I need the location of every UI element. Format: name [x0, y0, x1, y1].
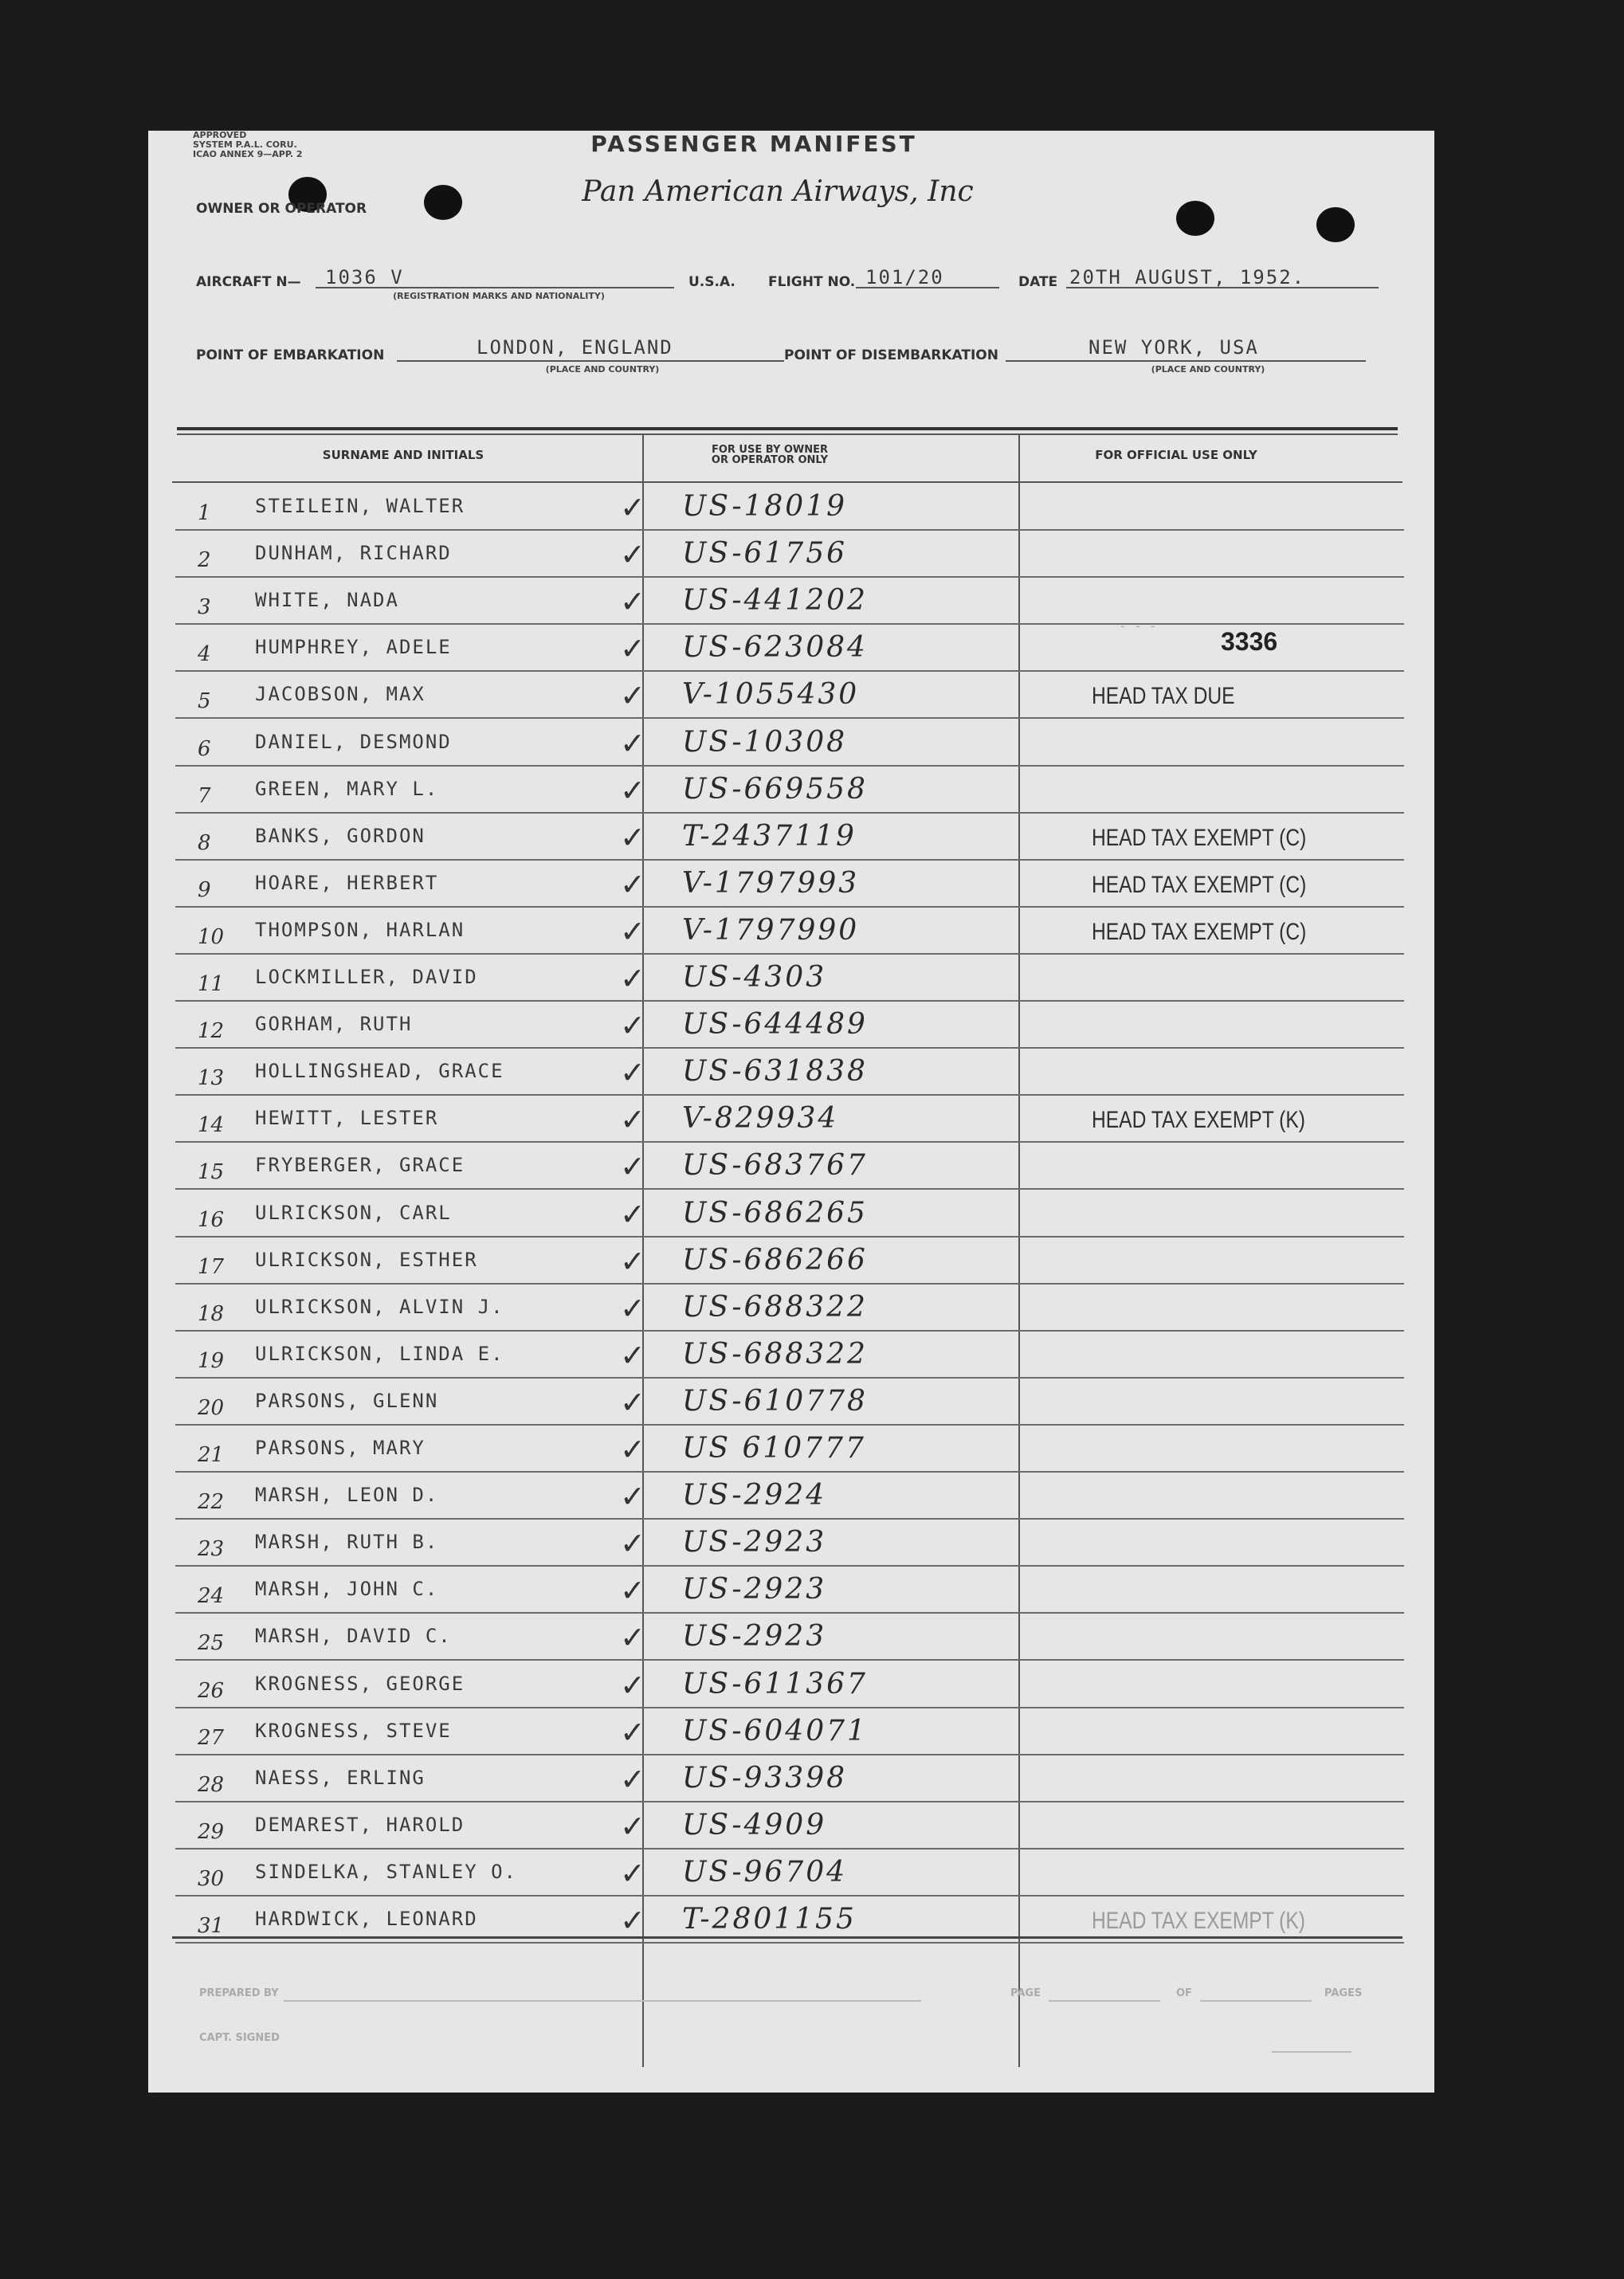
embark-value: LONDON, ENGLAND — [477, 336, 673, 359]
passenger-name: KROGNESS, GEORGE — [255, 1672, 465, 1695]
passport-number: US-61756 — [682, 537, 848, 571]
row-number: 2 — [198, 548, 211, 573]
table-row — [175, 1190, 1404, 1238]
official-note: HEAD TAX EXEMPT (C) — [1092, 824, 1307, 851]
passport-number: US-18019 — [682, 490, 848, 523]
passport-number: T-2801155 — [682, 1903, 857, 1936]
column-header-surname: SURNAME AND INITIALS — [322, 448, 484, 462]
passenger-name: MARSH, DAVID C. — [255, 1625, 452, 1648]
table-row — [175, 625, 1404, 672]
passenger-name: HEWITT, LESTER — [255, 1107, 439, 1130]
punch-hole — [1176, 201, 1214, 236]
passport-number: US-623084 — [682, 631, 868, 665]
passport-number: US-10308 — [682, 725, 848, 759]
passenger-name: WHITE, NADA — [255, 589, 399, 612]
row-number: 31 — [198, 1914, 225, 1938]
check-mark: ✓ — [620, 1196, 645, 1232]
row-number: 26 — [198, 1678, 225, 1703]
row-number: 4 — [198, 642, 211, 667]
punch-hole — [424, 185, 462, 220]
passport-number: V-1797990 — [682, 913, 860, 947]
pages-label: PAGES — [1324, 1987, 1363, 1999]
aircraft-label: AIRCRAFT N— — [196, 274, 301, 290]
check-mark: ✓ — [620, 1337, 645, 1373]
column-header-official: FOR OFFICIAL USE ONLY — [1095, 448, 1257, 462]
passport-number: V-829934 — [682, 1102, 839, 1136]
passenger-name: NAESS, ERLING — [255, 1766, 426, 1789]
table-row — [175, 1332, 1404, 1379]
row-number: 24 — [198, 1584, 225, 1609]
table-row — [175, 908, 1404, 955]
row-number: 14 — [198, 1113, 225, 1138]
check-mark: ✓ — [620, 1055, 645, 1091]
check-mark: ✓ — [620, 1149, 645, 1185]
disembark-note: (PLACE AND COUNTRY) — [1151, 364, 1265, 375]
check-mark: ✓ — [620, 1290, 645, 1326]
check-mark: ✓ — [620, 1243, 645, 1279]
check-mark: ✓ — [620, 725, 645, 761]
page-label: PAGE — [1010, 1987, 1041, 1999]
row-number: 11 — [198, 972, 225, 996]
passenger-name: ULRICKSON, ESTHER — [255, 1248, 478, 1271]
passport-number: US-611367 — [682, 1667, 868, 1700]
caption-label: CAPT. SIGNED — [199, 2032, 280, 2044]
table-row — [175, 484, 1404, 531]
punch-hole — [1316, 207, 1355, 242]
table-row — [175, 1049, 1404, 1096]
stamp-faint-mark: - - - — [1120, 618, 1159, 633]
row-number: 28 — [198, 1772, 225, 1797]
passport-number: US-93398 — [682, 1761, 848, 1795]
check-mark: ✓ — [620, 1573, 645, 1609]
passport-number: US-688322 — [682, 1290, 868, 1324]
owner-label: OWNER OR OPERATOR — [196, 201, 367, 217]
check-mark: ✓ — [620, 772, 645, 808]
flight-label: FLIGHT NO. — [768, 274, 856, 290]
passenger-name: HOLLINGSHEAD, GRACE — [255, 1060, 504, 1083]
passport-number: US-2923 — [682, 1620, 827, 1653]
prepared-line — [284, 2000, 921, 2002]
date-label: DATE — [1018, 274, 1058, 290]
passport-number: US-96704 — [682, 1855, 848, 1889]
row-number: 18 — [198, 1301, 225, 1326]
row-number: 23 — [198, 1537, 225, 1562]
passenger-name: LOCKMILLER, DAVID — [255, 966, 478, 988]
passport-number: US 610777 — [682, 1432, 866, 1465]
flight-value: 101/20 — [865, 266, 944, 288]
header-bottom-rule — [172, 481, 1402, 483]
table-row — [175, 814, 1404, 861]
manifest-page — [148, 131, 1434, 2093]
passenger-name: HOARE, HERBERT — [255, 871, 439, 894]
passenger-name: FRYBERGER, GRACE — [255, 1154, 465, 1177]
passport-number: US-669558 — [682, 772, 868, 806]
passenger-name: DANIEL, DESMOND — [255, 730, 452, 753]
official-note: HEAD TAX DUE — [1092, 683, 1235, 710]
row-number: 16 — [198, 1207, 225, 1232]
row-number: 1 — [198, 501, 211, 525]
passenger-name: PARSONS, GLENN — [255, 1389, 439, 1412]
signature-line — [1272, 2051, 1351, 2053]
table-row — [175, 1520, 1404, 1567]
usa-label: U.S.A. — [688, 274, 736, 290]
table-row — [175, 1614, 1404, 1661]
check-mark: ✓ — [620, 1714, 645, 1750]
embark-label: POINT OF EMBARKATION — [196, 347, 385, 363]
passport-number: US-683767 — [682, 1149, 868, 1183]
page-line — [1049, 2000, 1160, 2002]
table-row — [175, 1661, 1404, 1708]
aircraft-note: (REGISTRATION MARKS AND NATIONALITY) — [393, 291, 605, 301]
official-note: HEAD TAX EXEMPT (C) — [1092, 918, 1307, 945]
passenger-name: KROGNESS, STEVE — [255, 1719, 452, 1742]
passenger-name: HUMPHREY, ADELE — [255, 636, 452, 659]
official-note: HEAD TAX EXEMPT (C) — [1092, 871, 1307, 898]
manifest-title: PASSENGER MANIFEST — [590, 131, 917, 157]
row-number: 8 — [198, 830, 211, 855]
check-mark: ✓ — [620, 1620, 645, 1656]
passport-number: US-686266 — [682, 1243, 868, 1277]
row-number: 6 — [198, 736, 211, 761]
passenger-name: STEILEIN, WALTER — [255, 495, 465, 517]
table-row — [175, 720, 1404, 767]
check-mark: ✓ — [620, 1855, 645, 1891]
row-number: 10 — [198, 924, 225, 949]
row-number: 3 — [198, 595, 211, 620]
check-mark: ✓ — [620, 1808, 645, 1844]
disembark-value: NEW YORK, USA — [1089, 336, 1259, 359]
table-top-rule — [177, 427, 1398, 430]
table-row — [175, 1143, 1404, 1190]
passenger-name: ULRICKSON, LINDA E. — [255, 1342, 504, 1365]
table-row — [175, 1002, 1404, 1049]
official-note: HEAD TAX EXEMPT (K) — [1092, 1107, 1305, 1134]
passenger-name: SINDELKA, STANLEY O. — [255, 1860, 517, 1883]
column-header-owner-use — [642, 445, 897, 465]
row-number: 21 — [198, 1443, 225, 1467]
check-mark: ✓ — [620, 631, 645, 667]
passenger-name: DUNHAM, RICHARD — [255, 542, 452, 565]
table-top-rule-thin — [177, 433, 1398, 435]
approval-line: APPROVED — [193, 130, 247, 140]
passenger-name: DEMAREST, HAROLD — [255, 1813, 465, 1836]
passenger-name: BANKS, GORDON — [255, 824, 426, 847]
table-bottom-rule — [172, 1936, 1402, 1939]
passport-number: US-686265 — [682, 1196, 868, 1230]
embark-line — [397, 360, 784, 362]
approval-line: SYSTEM P.A.L. CORU. — [193, 139, 297, 150]
passenger-name: JACOBSON, MAX — [255, 683, 426, 706]
passport-number: US-2923 — [682, 1526, 827, 1559]
disembark-label: POINT OF DISEMBARKATION — [784, 347, 998, 363]
passenger-name: GORHAM, RUTH — [255, 1013, 413, 1036]
table-row — [175, 1849, 1404, 1897]
of-label: OF — [1176, 1987, 1192, 1999]
passport-number: US-631838 — [682, 1055, 868, 1089]
check-mark: ✓ — [620, 819, 645, 855]
passenger-name: MARSH, LEON D. — [255, 1484, 439, 1507]
passport-number: US-610778 — [682, 1384, 868, 1418]
stamp-number: 3336 — [1221, 627, 1278, 656]
table-row — [175, 1567, 1404, 1614]
row-rule — [175, 1942, 1404, 1944]
approval-line: ICAO ANNEX 9—APP. 2 — [193, 149, 303, 159]
check-mark: ✓ — [620, 913, 645, 949]
table-row — [175, 1802, 1404, 1849]
column-header-owner-use-line2: OR OPERATOR ONLY — [711, 454, 829, 466]
check-mark: ✓ — [620, 1761, 645, 1797]
check-mark: ✓ — [620, 537, 645, 573]
check-mark: ✓ — [620, 1903, 645, 1938]
check-mark: ✓ — [620, 1432, 645, 1467]
table-row — [175, 1473, 1404, 1520]
disembark-line — [1006, 360, 1366, 362]
table-row — [175, 1708, 1404, 1755]
passenger-name: HARDWICK, LEONARD — [255, 1908, 478, 1930]
check-mark: ✓ — [620, 1384, 645, 1420]
check-mark: ✓ — [620, 678, 645, 714]
check-mark: ✓ — [620, 1102, 645, 1138]
row-number: 12 — [198, 1019, 225, 1044]
passport-number: US-2923 — [682, 1573, 827, 1606]
check-mark: ✓ — [620, 1526, 645, 1562]
passport-number: US-604071 — [682, 1714, 868, 1747]
table-row — [175, 1285, 1404, 1332]
row-number: 19 — [198, 1348, 225, 1373]
row-number: 17 — [198, 1254, 225, 1279]
row-number: 22 — [198, 1490, 225, 1515]
passenger-name: GREEN, MARY L. — [255, 777, 439, 800]
table-row — [175, 767, 1404, 814]
passport-number: V-1055430 — [682, 678, 860, 712]
table-row — [175, 955, 1404, 1002]
date-value: 20TH AUGUST, 1952. — [1069, 266, 1306, 288]
row-number: 5 — [198, 689, 211, 714]
passenger-name: ULRICKSON, ALVIN J. — [255, 1295, 504, 1318]
check-mark: ✓ — [620, 961, 645, 996]
check-mark: ✓ — [620, 490, 645, 525]
passenger-name: ULRICKSON, CARL — [255, 1201, 452, 1224]
check-mark: ✓ — [620, 1008, 645, 1044]
passport-number: V-1797993 — [682, 866, 860, 900]
column-header-owner-use-line1: FOR USE BY OWNER — [711, 444, 829, 456]
row-number: 9 — [198, 877, 211, 902]
check-mark: ✓ — [620, 866, 645, 902]
aircraft-value: 1036 V — [325, 266, 404, 288]
table-row — [175, 672, 1404, 719]
of-line — [1200, 2000, 1312, 2002]
row-number: 7 — [198, 783, 211, 808]
table-row — [175, 1755, 1404, 1802]
table-row — [175, 1379, 1404, 1426]
passport-number: US-4909 — [682, 1808, 827, 1842]
passport-number: US-644489 — [682, 1008, 868, 1041]
check-mark: ✓ — [620, 1479, 645, 1515]
row-number: 30 — [198, 1866, 225, 1891]
table-row — [175, 1096, 1404, 1143]
row-number: 25 — [198, 1631, 225, 1656]
passport-number: US-688322 — [682, 1337, 868, 1371]
table-row — [175, 578, 1404, 625]
table-row — [175, 1238, 1404, 1285]
check-mark: ✓ — [620, 1667, 645, 1703]
table-row — [175, 531, 1404, 578]
passenger-name: PARSONS, MARY — [255, 1437, 426, 1459]
passenger-name: MARSH, RUTH B. — [255, 1531, 439, 1554]
row-number: 13 — [198, 1066, 225, 1091]
row-number: 20 — [198, 1395, 225, 1420]
approval-block — [193, 131, 376, 159]
passport-number: US-441202 — [682, 584, 868, 618]
passport-number: US-4303 — [682, 961, 827, 994]
passenger-name: MARSH, JOHN C. — [255, 1578, 439, 1601]
check-mark: ✓ — [620, 584, 645, 620]
passport-number: US-2924 — [682, 1479, 827, 1512]
table-row — [175, 1426, 1404, 1473]
table-row — [175, 861, 1404, 908]
prepared-label: PREPARED BY — [199, 1987, 279, 1999]
row-number: 15 — [198, 1160, 225, 1185]
embark-note: (PLACE AND COUNTRY) — [545, 364, 660, 375]
row-number: 29 — [198, 1819, 225, 1844]
passport-number: T-2437119 — [682, 819, 857, 853]
row-number: 27 — [198, 1725, 225, 1750]
passenger-name: THOMPSON, HARLAN — [255, 918, 465, 941]
company-name: Pan American Airways, Inc — [582, 175, 974, 208]
official-note: HEAD TAX EXEMPT (K) — [1092, 1908, 1305, 1934]
